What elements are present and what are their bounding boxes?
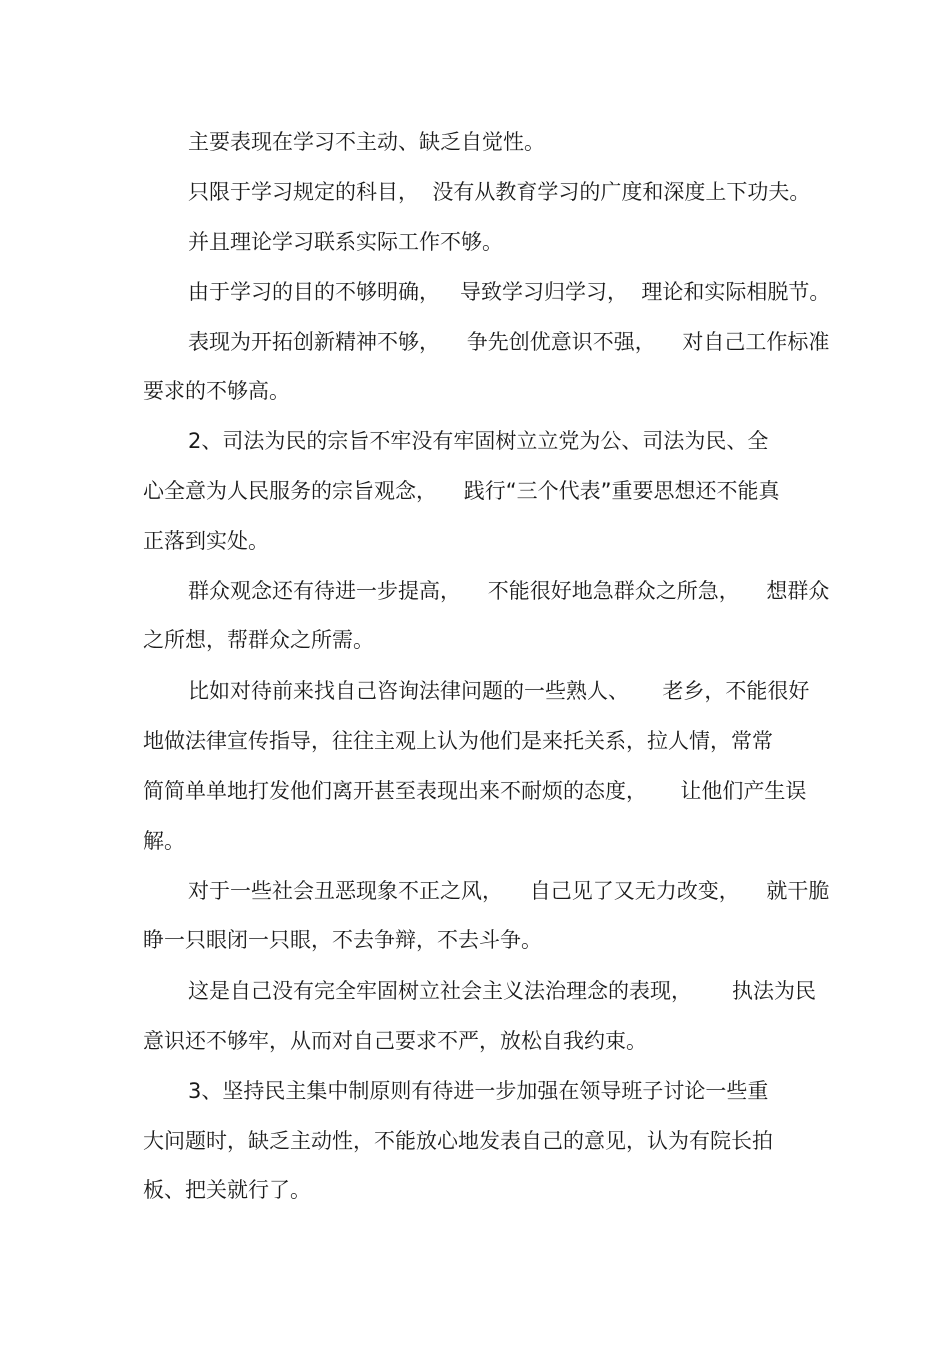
text-line: 2、司法为民的宗旨不牢没有牢固树立立党为公、司法为民、全 xyxy=(188,429,769,453)
text-line: 由于学习的目的不够明确， 导致学习归学习， 理论和实际相脱节。 xyxy=(188,280,831,304)
text-line: 简简单单地打发他们离开甚至表现出来不耐烦的态度， 让他们产生误 xyxy=(143,779,807,803)
text-line: 要求的不够高。 xyxy=(143,379,290,403)
text-line: 群众观念还有待进一步提高， 不能很好地急群众之所急， 想群众 xyxy=(188,579,830,603)
text-line: 表现为开拓创新精神不够， 争先创优意识不强， 对自己工作标准 xyxy=(188,330,830,354)
text-line: 板、把关就行了。 xyxy=(143,1178,311,1202)
text-line: 大问题时，缺乏主动性，不能放心地发表自己的意见，认为有院长拍 xyxy=(143,1129,773,1153)
text-line: 主要表现在学习不主动、缺乏自觉性。 xyxy=(188,130,545,154)
text-line: 睁一只眼闭一只眼，不去争辩，不去斗争。 xyxy=(143,928,542,952)
text-line: 地做法律宣传指导，往往主观上认为他们是来托关系，拉人情，常常 xyxy=(143,729,773,753)
text-line: 对于一些社会丑恶现象不正之风， 自己见了又无力改变， 就干脆 xyxy=(188,879,830,903)
text-line: 意识还不够牢，从而对自己要求不严，放松自我约束。 xyxy=(143,1029,647,1053)
text-line: 心全意为人民服务的宗旨观念， 践行“三个代表”重要思想还不能真 xyxy=(143,479,780,503)
text-line: 这是自己没有完全牢固树立社会主义法治理念的表现， 执法为民 xyxy=(188,979,817,1003)
text-line: 并且理论学习联系实际工作不够。 xyxy=(188,230,503,254)
text-line: 只限于学习规定的科目， 没有从教育学习的广度和深度上下功夫。 xyxy=(188,180,811,204)
text-line: 比如对待前来找自己咨询法律问题的一些熟人、 老乡，不能很好 xyxy=(188,679,810,703)
text-line: 3、坚持民主集中制原则有待进一步加强在领导班子讨论一些重 xyxy=(188,1079,769,1103)
text-line: 之所想，帮群众之所需。 xyxy=(143,628,374,652)
text-line: 正落到实处。 xyxy=(143,529,269,553)
text-line: 解。 xyxy=(143,829,185,853)
